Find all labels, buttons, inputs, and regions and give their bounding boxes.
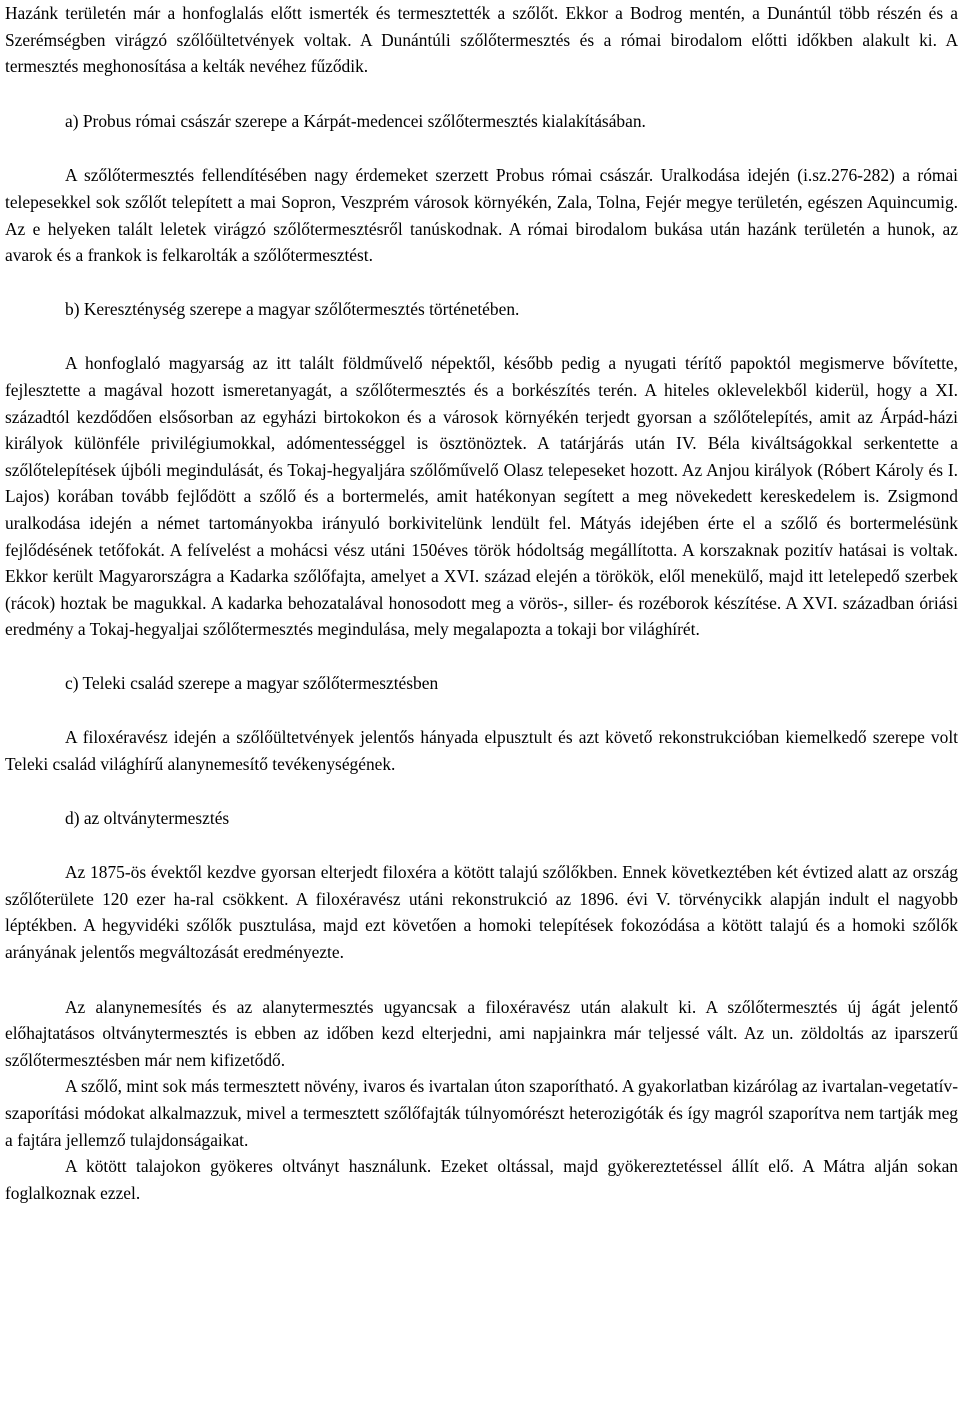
section-d-paragraph-1: Az 1875-ös évektől kezdve gyorsan elterjedt filoxéra a kötött talajú szőlőkben. Ennek következtében két évtized alatt az ország szőlőterülete 120 ezer ha-ral csökkent. A filoxéravész utáni rekonstrukció az 1896. évi V. törvénycikk alapján indult el nagyobb léptékben. A hegyvidéki szőlők pusztulása, majd ezt követően a homoki telepítések fokozódása a kötött talajú és a homoki szőlők arányának jelentős megváltozását eredményezte. [5, 862, 958, 963]
section-b-heading: b) Kereszténység szerepe a magyar szőlőtermesztés történetében. [65, 298, 520, 319]
section-c-paragraph: A filoxéravész idején a szőlőültetvények jelentős hányada elpusztult és azt követő rekonstrukcióban kiemelkedő szerepe volt Teleki család világhírű alanynemesítő tevékenységének. [5, 727, 958, 775]
section-d-heading: d) az oltványtermesztés [65, 807, 230, 828]
intro-paragraph: Hazánk területén már a honfoglalás előtt ismerték és termesztették a szőlőt. Ekkor a Bodrog mentén, a Dunántúl több részén és a Szerémségben virágzó szőlőültetvények voltak. A Dunántúli szőlőtermesztés és a római birodalom előtti időkben alakult ki. A termesztés meghonosítása a kelták nevéhez fűződik. [5, 3, 958, 77]
document-page [5, 0, 958, 1206]
section-d-paragraph-2: Az alanynemesítés és az alanytermesztés ugyancsak a filoxéravész után alakult ki. A szőlőtermesztés új ágát jelentő előhajtatásos oltványtermesztés is ebben az időben kezd elterjedni, ami napjainkra már teljessé vált. Az un. zöldoltás az iparszerű szőlőtermesztésben már nem kifizetődő. [5, 996, 958, 1070]
section-c-heading: c) Teleki család szerepe a magyar szőlőtermesztésben [65, 672, 439, 693]
section-d-paragraph-4: A kötött talajokon gyökeres oltványt használunk. Ezeket oltással, majd gyökereztetéssel állít elő. A Mátra alján sokan foglalkoznak ezzel. [5, 1156, 958, 1203]
section-d-paragraph-3: A szőlő, mint sok más termesztett növény, ivaros és ivartalan úton szaporítható. A gyakorlatban kizárólag az ivartalan-vegetatív-szaporítási módokat alkalmazzuk, mivel a termesztett szőlőfajták túlnyomórészt heterozigóták és így magról szaporítva nem tartják meg a fajtára jellemző tulajdonságaikat. [5, 1076, 958, 1150]
section-a-heading: a) Probus római császár szerepe a Kárpát-medencei szőlőtermesztés kialakításában. [65, 110, 646, 131]
section-b-paragraph: A honfoglaló magyarság az itt talált földművelő népektől, később pedig a nyugati térítő papoktól megismerve bővítette, fejlesztette a magával hozott ismeretanyagát, a szőlőtermesztés és a borkészítés terén. A hiteles oklevelekből kiderül, hogy a XI. századtól kezdődően elsősorban az egyházi birtokokon és a városok környékén terjedt gyorsan a szőlőtelepítés, amit az Árpád-házi királyok különféle privilégiumokkal, adómentességgel is ösztönöztek. A tatárjárás után IV. Béla kiváltságokkal serkentette a szőlőtelepítések újbóli megindulását, és Tokaj-hegyaljára szőlőművelő Olasz telepeseket hozott. Az Anjou királyok (Róbert Károly és I. Lajos) korában tovább fejlődött a szőlő és a bortermelés, amit hatékonyan segített a meg növekedett kereskedelem is. Zsigmond uralkodása idején a német tartományokba irányuló borkivitelünk lendült fel. Mátyás idejében érte el a szőlő és bortermelésünk fejlődésének tetőfokát. A felívelést a mohácsi vész utáni 150éves török hódoltság megállította. A korszaknak pozitív hatásai is voltak. Ekkor került Magyarországra a Kadarka szőlőfajta, amelyet a XVI. század elején a törökök, elől menekülő, majd itt letelepedő szerbek (rácok) hoztak be magukkal. A kadarka behozatalával honosodott meg a vörös-, siller- és rozéborok készítése. A XVI. században óriási eredmény a Tokaj-hegyaljai szőlőtermesztés megindulása, mely megalapozta a tokaji bor világhírét. [5, 353, 958, 640]
section-a-paragraph: A szőlőtermesztés fellendítésében nagy érdemeket szerzett Probus római császár. Uralkodása idején (i.sz.276-282) a római telepesekkel sok szőlőt telepített a mai Sopron, Veszprém városok környékén, Zala, Tolna, Fejér megye területén, egészen Aquincumig. Az e helyeken talált leletek virágzó szőlőtermesztésről tanúskodnak. A római birodalom bukása után hazánk területén a hunok, az avarok és a frankok is felkarolták a szőlőtermesztést. [5, 165, 958, 266]
